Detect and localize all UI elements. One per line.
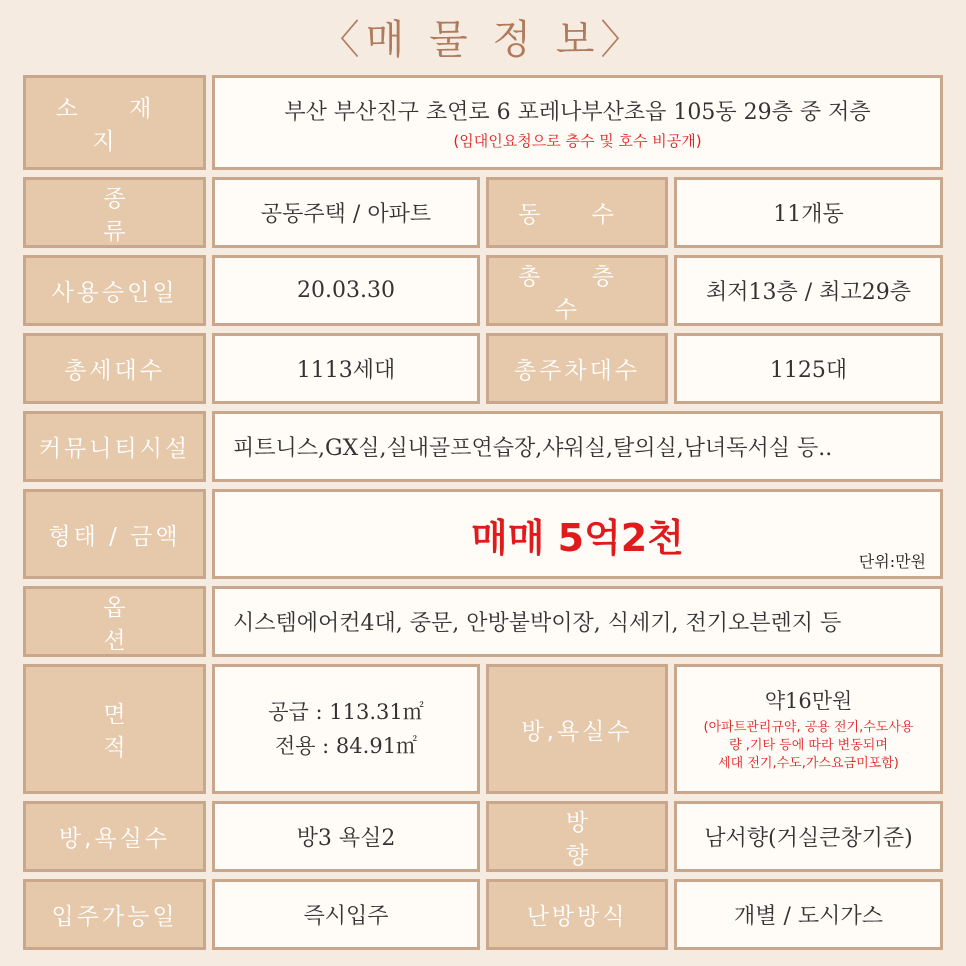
parking-label: 총주차대수 (486, 333, 668, 404)
households-label: 총세대수 (23, 333, 206, 404)
type-value: 공동주택 / 아파트 (212, 177, 480, 248)
community-label: 커뮤니티시설 (23, 411, 206, 482)
heating-label: 난방방식 (486, 879, 668, 950)
move-in-label: 입주가능일 (23, 879, 206, 950)
price-unit: 단위:만원 (858, 552, 926, 571)
options-label: 옵 션 (23, 586, 206, 657)
approval-label: 사용승인일 (23, 255, 206, 326)
supply-area: 공급 : 113.31㎡ (268, 700, 424, 724)
heating-value: 개별 / 도시가스 (674, 879, 943, 950)
parking-value: 1125대 (674, 333, 943, 404)
direction-value: 남서향(거실큰창기준) (674, 801, 943, 872)
maintenance-note-2: 량 ,기타 등에 따라 변동되며 (729, 738, 888, 753)
households-value: 1113세대 (212, 333, 480, 404)
floors-label: 총 층 수 (486, 255, 668, 326)
buildings-label: 동 수 (486, 177, 668, 248)
price-value: 매매 5억2천 (471, 515, 684, 560)
type-label: 종 류 (23, 177, 206, 248)
options-value: 시스템에어컨4대, 중문, 안방붙박이장, 식세기, 전기오븐렌지 등 (212, 586, 943, 657)
rooms-label: 방,욕실수 (23, 801, 206, 872)
buildings-value: 11개동 (674, 177, 943, 248)
community-value: 피트니스,GX실,실내골프연습장,샤워실,탈의실,남녀독서실 등.. (212, 411, 943, 482)
price-cell (212, 489, 943, 579)
maintenance-note-1: (아파트관리규약, 공용 전기,수도사용 (703, 720, 914, 735)
area-value (212, 664, 480, 794)
area-label: 면 적 (23, 664, 206, 794)
address-text: 부산 부산진구 초연로 6 포레나부산초읍 105동 29층 중 저층 (284, 99, 871, 125)
location-label: 소 재 지 (23, 75, 206, 170)
price-label: 형태 / 금액 (23, 489, 206, 579)
rooms-value: 방3 욕실2 (212, 801, 480, 872)
maintenance-label: 방,욕실수 (486, 664, 668, 794)
maintenance-fee: 약16만원 (764, 689, 853, 713)
exclusive-area: 전용 : 84.91㎡ (274, 734, 418, 758)
move-in-value: 즉시입주 (212, 879, 480, 950)
maintenance-value (674, 664, 943, 794)
maintenance-note-3: 세대 전기,수도,가스요금미포함) (718, 756, 899, 771)
location-value (212, 75, 943, 170)
approval-value: 20.03.30 (212, 255, 480, 326)
direction-label: 방 향 (486, 801, 668, 872)
address-note: (임대인요청으로 층수 및 호수 비공개) (453, 131, 702, 150)
floors-value: 최저13층 / 최고29층 (674, 255, 943, 326)
page-title: 〈매 물 정 보〉 (319, 17, 647, 63)
